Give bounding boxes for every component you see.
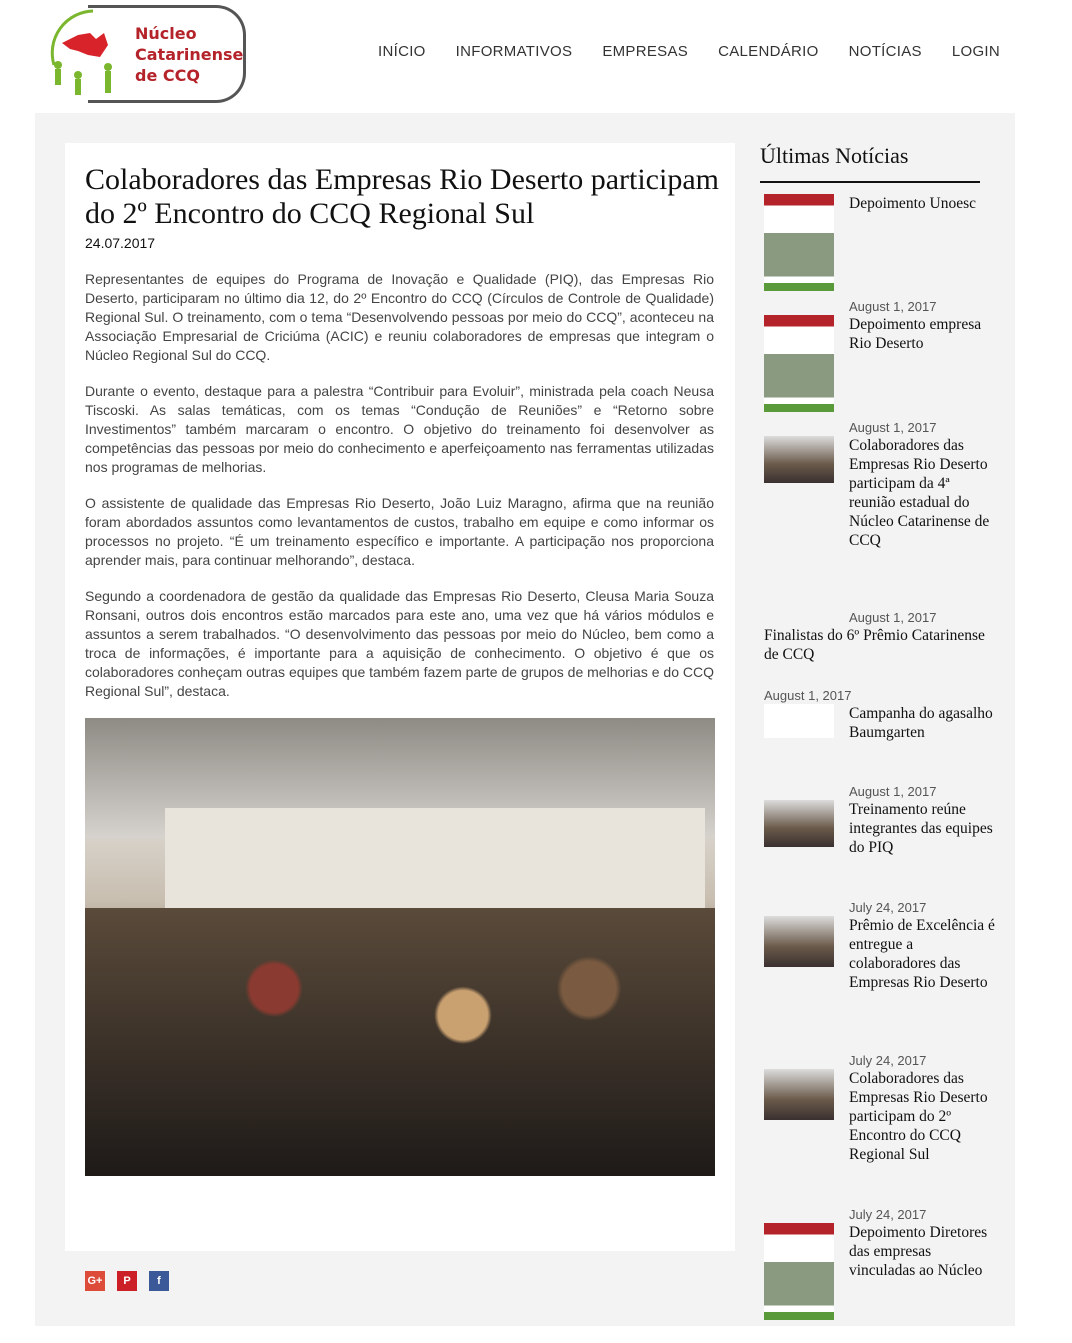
- news-title[interactable]: Campanha do agasalho Baumgarten: [849, 705, 993, 741]
- logo-line: Catarinense: [135, 45, 244, 64]
- news-text: [849, 800, 995, 916]
- news-date: August 1, 2017: [849, 420, 937, 435]
- news-date: August 1, 2017: [849, 299, 937, 314]
- news-date: July 24, 2017: [849, 1053, 927, 1068]
- news-date: August 1, 2017: [764, 688, 852, 703]
- news-item[interactable]: [764, 436, 995, 626]
- news-title[interactable]: Treinamento reúne integrantes das equipes do PIQ: [849, 801, 993, 856]
- news-thumbnail[interactable]: [764, 800, 834, 847]
- news-thumbnail[interactable]: [764, 704, 834, 738]
- news-thumbnail[interactable]: [764, 315, 834, 412]
- paragraph: Segundo a coordenadora de gestão da qualidade das Empresas Rio Deserto, Cleusa Maria Souza Ronsani, outros dois encontros estão marcados para este ano, uma vez que há vários módulos e assuntos a serem trabalhados. “O desenvolvimento das pessoas por meio do Núcleo, bem como a troca de informações, é importante para a aquisição de conhecimento. O objetivo é que os colaboradores conheçam outras equipes que também fazem parte de grupos de melhorias e do CCQ Regional Sul”, destaca.: [85, 588, 714, 699]
- news-text: [849, 704, 995, 800]
- news-item[interactable]: [764, 704, 995, 800]
- logo-line: de CCQ: [135, 66, 200, 85]
- sidebar-latest-news: [760, 143, 995, 1343]
- article-title: Colaboradores das Empresas Rio Deserto participam do 2º Encontro do CCQ Regional Sul: [85, 163, 719, 230]
- news-thumbnail[interactable]: [764, 1069, 834, 1120]
- main-nav: [378, 43, 1000, 60]
- news-thumbnail[interactable]: [764, 194, 834, 291]
- nav-inicio[interactable]: INÍCIO: [378, 43, 426, 60]
- news-item[interactable]: [764, 800, 995, 916]
- photo-audience: [85, 908, 715, 1176]
- logo-line: Núcleo: [135, 24, 197, 43]
- news-title[interactable]: Depoimento empresa Rio Deserto: [849, 316, 982, 352]
- logo[interactable]: [48, 5, 246, 103]
- article-card: [65, 143, 735, 1251]
- social-share: [85, 1271, 169, 1291]
- facebook-icon[interactable]: f: [149, 1271, 169, 1291]
- nav-empresas[interactable]: EMPRESAS: [602, 43, 689, 60]
- logo-emblem-icon: [48, 5, 138, 103]
- content-panel: [35, 113, 1015, 1326]
- paragraph: Durante o evento, destaque para a palestra “Contribuir para Evoluir”, ministrada pela coach Neusa Tiscoski. As salas temáticas, com os temas “Condução de Reuniões” e “Retorno sobre Investimentos” também marcaram o encontro. O objetivo do treinamento foi desenvolver as competências das pessoas por meio do conhecimento e aperfeiçoamento nas ferramentas utilizadas nos programas de melhorias.: [85, 383, 714, 475]
- news-item[interactable]: [764, 1223, 995, 1343]
- article-date: 24.07.2017: [85, 235, 156, 251]
- pinterest-icon[interactable]: P: [117, 1271, 137, 1291]
- news-item[interactable]: [764, 626, 995, 704]
- google-plus-icon[interactable]: G+: [85, 1271, 105, 1291]
- nav-calendario[interactable]: CALENDÁRIO: [718, 43, 819, 60]
- news-item[interactable]: [764, 194, 995, 315]
- article-body: [85, 270, 714, 701]
- news-text: [849, 916, 995, 1069]
- news-text: [849, 1069, 995, 1223]
- news-text: [849, 194, 995, 315]
- logo-text: [135, 23, 243, 86]
- news-date: July 24, 2017: [849, 1207, 927, 1222]
- sidebar-title: Últimas Notícias: [760, 143, 980, 183]
- news-title[interactable]: Colaboradores das Empresas Rio Deserto participam da 4ª reunião estadual do Núcleo Catarinense de CCQ: [849, 437, 990, 549]
- news-date: July 24, 2017: [849, 900, 927, 915]
- news-item[interactable]: [764, 916, 995, 1069]
- nav-noticias[interactable]: NOTÍCIAS: [848, 43, 922, 60]
- news-thumbnail[interactable]: [764, 916, 834, 967]
- news-thumbnail[interactable]: [764, 1223, 834, 1320]
- paragraph: Representantes de equipes do Programa de Inovação e Qualidade (PIQ), das Empresas Rio Deserto, participaram no último dia 12, do 2º Encontro do CCQ (Círculos de Controle de Qualidade) Regional Sul. O treinamento, com o tema “Desenvolvendo pessoas por meio do CCQ”, aconteceu na Associação Empresarial de Criciúma (ACIC) e reuniu colaboradores de empresas que integram o Núcleo Regional Sul do CCQ.: [85, 271, 714, 363]
- news-title[interactable]: Colaboradores das Empresas Rio Deserto participam do 2º Encontro do CCQ Regional Sul: [849, 1070, 988, 1163]
- paragraph: O assistente de qualidade das Empresas Rio Deserto, João Luiz Maragno, afirma que na reunião foram abordados assuntos como levantamentos de custos, trabalho em equipe e como informar os processos no projeto. “É um treinamento específico e importante. A participação nos proporciona aprender mais, para continuar melhorando”, destaca.: [85, 495, 714, 568]
- news-text: [849, 315, 995, 436]
- nav-login[interactable]: LOGIN: [951, 43, 1001, 60]
- news-text: [849, 1223, 995, 1343]
- news-list: [760, 183, 995, 1343]
- article-photo: [85, 718, 715, 1176]
- news-title[interactable]: Prêmio de Excelência é entregue a colaboradores das Empresas Rio Deserto: [849, 917, 995, 991]
- news-title[interactable]: Depoimento Unoesc: [849, 195, 976, 212]
- news-item[interactable]: [764, 315, 995, 436]
- news-thumbnail[interactable]: [764, 436, 834, 483]
- news-date: August 1, 2017: [849, 610, 937, 625]
- news-text: [849, 436, 995, 626]
- news-title[interactable]: Depoimento Diretores das empresas vinculadas ao Núcleo: [849, 1224, 988, 1279]
- news-item[interactable]: [764, 1069, 995, 1223]
- nav-informativos[interactable]: INFORMATIVOS: [455, 43, 573, 60]
- news-date: August 1, 2017: [849, 784, 937, 799]
- news-title[interactable]: Finalistas do 6º Prêmio Catarinense de CCQ: [764, 627, 985, 663]
- news-text: [764, 626, 995, 704]
- header: [0, 0, 1072, 113]
